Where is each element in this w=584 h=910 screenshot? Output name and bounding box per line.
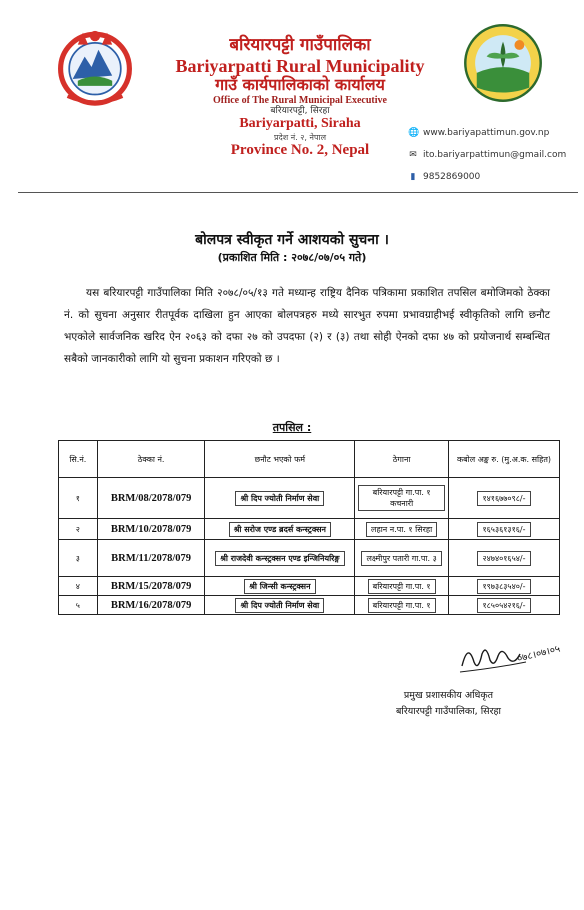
province-english: Province No. 2, Nepal bbox=[230, 141, 370, 158]
municipality-logo-icon bbox=[462, 22, 544, 104]
cell-contract-no: BRM/10/2078/079 bbox=[97, 519, 205, 540]
cell-amount: १८५०५४२१६/- bbox=[477, 598, 530, 613]
cell-contract-no: BRM/08/2078/079 bbox=[97, 478, 205, 519]
cell-serial: ३ bbox=[59, 540, 98, 577]
municipality-name-nepali: बरियारपट्टी गाउँपालिका bbox=[229, 35, 371, 55]
cell-serial: ५ bbox=[59, 596, 98, 615]
contracts-table bbox=[58, 440, 560, 615]
cell-serial: १ bbox=[59, 478, 98, 519]
cell-firm: श्री जिन्सी कन्स्ट्रक्सन bbox=[244, 579, 315, 594]
email-icon: ✉ bbox=[409, 150, 417, 160]
province-nepali: प्रदेश नं. २, नेपाल bbox=[273, 132, 327, 142]
location-english: Bariyarpatti, Siraha bbox=[239, 116, 361, 132]
signature-block bbox=[396, 688, 501, 720]
cell-contract-no: BRM/15/2078/079 bbox=[97, 577, 205, 596]
cell-amount: २४७४०१६५४/- bbox=[477, 551, 530, 566]
letterhead bbox=[0, 0, 584, 200]
nepal-emblem-icon bbox=[52, 24, 138, 110]
header-amount: कबोल अङ्क रु. (मु.अ.क. सहित) bbox=[448, 441, 559, 478]
handwritten-date: ०७८।०७।०५ bbox=[516, 643, 562, 665]
cell-address: लक्ष्मीपुर पतारी गा.पा. ३ bbox=[361, 551, 441, 566]
municipality-name-english: Bariyarpatti Rural Municipality bbox=[175, 55, 425, 76]
cell-contract-no: BRM/16/2078/079 bbox=[97, 596, 205, 615]
header-firm: छनौट भएको फर्म bbox=[205, 441, 355, 478]
cell-serial: ४ bbox=[59, 577, 98, 596]
office-name-nepali: गाउँ कार्यपालिकाको कार्यालय bbox=[215, 75, 385, 95]
cell-firm: श्री राजदेवी कन्स्ट्रक्सन एण्ड इन्जिनियरिङ्ग bbox=[215, 551, 344, 566]
table-header-row bbox=[59, 441, 560, 478]
cell-address: बरियारपट्टी गा.पा. १ कचनारी bbox=[358, 485, 445, 511]
globe-icon: 🌐 bbox=[408, 128, 420, 138]
cell-address: बरियारपट्टी गा.पा. १ bbox=[368, 598, 436, 613]
cell-address: लहान न.पा. १ सिरहा bbox=[366, 522, 437, 537]
cell-amount: १४१६७७०९८/- bbox=[477, 491, 530, 506]
table-row bbox=[59, 519, 560, 540]
table-row bbox=[59, 577, 560, 596]
handwritten-signature bbox=[456, 632, 566, 682]
email-link[interactable]: ito.bariyarpattimun@gmail.com bbox=[423, 150, 567, 160]
phone-icon: ▮ bbox=[410, 172, 416, 182]
cell-firm: श्री दिप ज्योती निर्माण सेवा bbox=[235, 598, 324, 613]
header-serial: सि.नं. bbox=[59, 441, 98, 478]
cell-contract-no: BRM/11/2078/079 bbox=[97, 540, 205, 577]
header-contract-no: ठेक्का नं. bbox=[97, 441, 205, 478]
cell-firm: श्री दिप ज्योती निर्माण सेवा bbox=[235, 491, 324, 506]
publication-date: (प्रकाशित मिति : २०७८/०७/०५ गते) bbox=[217, 251, 367, 264]
table-row bbox=[59, 540, 560, 577]
cell-serial: २ bbox=[59, 519, 98, 540]
phone-number: 9852869000 bbox=[423, 172, 481, 182]
details-heading: तपसिल : bbox=[272, 421, 312, 434]
cell-amount: १९७३८३५४०/- bbox=[477, 579, 530, 594]
header-address: ठेगाना bbox=[355, 441, 449, 478]
cell-address: बरियारपट्टी गा.पा. १ bbox=[368, 579, 436, 594]
cell-amount: १६५३६१३१६/- bbox=[477, 522, 530, 537]
table-row bbox=[59, 596, 560, 615]
letterhead-divider bbox=[18, 192, 578, 193]
location-nepali: बरियारपट्टी, सिरहा bbox=[270, 106, 330, 117]
contact-info bbox=[408, 122, 566, 188]
signatory-office: बरियारपट्टी गाउँपालिका, सिरहा bbox=[396, 706, 501, 717]
cell-firm: श्री सरोज एण्ड ब्रदर्स कन्स्ट्रक्सन bbox=[229, 522, 331, 537]
notice-body: यस बरियारपट्टी गाउँपालिका मिति २०७८/०५/१३ गते मध्यान्ह राष्ट्रिय दैनिक पत्रिकामा प्रकाशित तपसिल बमोजिमको ठेक्का नं. को सुचना अनुसार रीतपूर्वक दाखिला हुन आएका बोलपत्रहरु मध्ये सारभुत रुपमा प्रभावग्राहीभई स्वीकृतिको लागि छनौट भएकोले सार्वजनिक खरिद ऐन २०६३ को दफा २७ को उपदफा (२) र (३) तथा सोही ऐनको दफा ४७ को प्रयोजनार्थ सम्बन्धित सबैको जानकारीको लागि यो सुचना प्रकाशन गरिएको छ । bbox=[64, 287, 550, 365]
notice-title: बोलपत्र स्वीकृत गर्ने आशयको सुचना । bbox=[195, 232, 389, 248]
office-name-english: Office of The Rural Municipal Executive bbox=[213, 94, 387, 106]
website-link[interactable]: www.bariyapattimun.gov.np bbox=[423, 128, 550, 138]
signatory-designation: प्रमुख प्रशासकीय अधिकृत bbox=[403, 690, 494, 701]
table-row bbox=[59, 478, 560, 519]
